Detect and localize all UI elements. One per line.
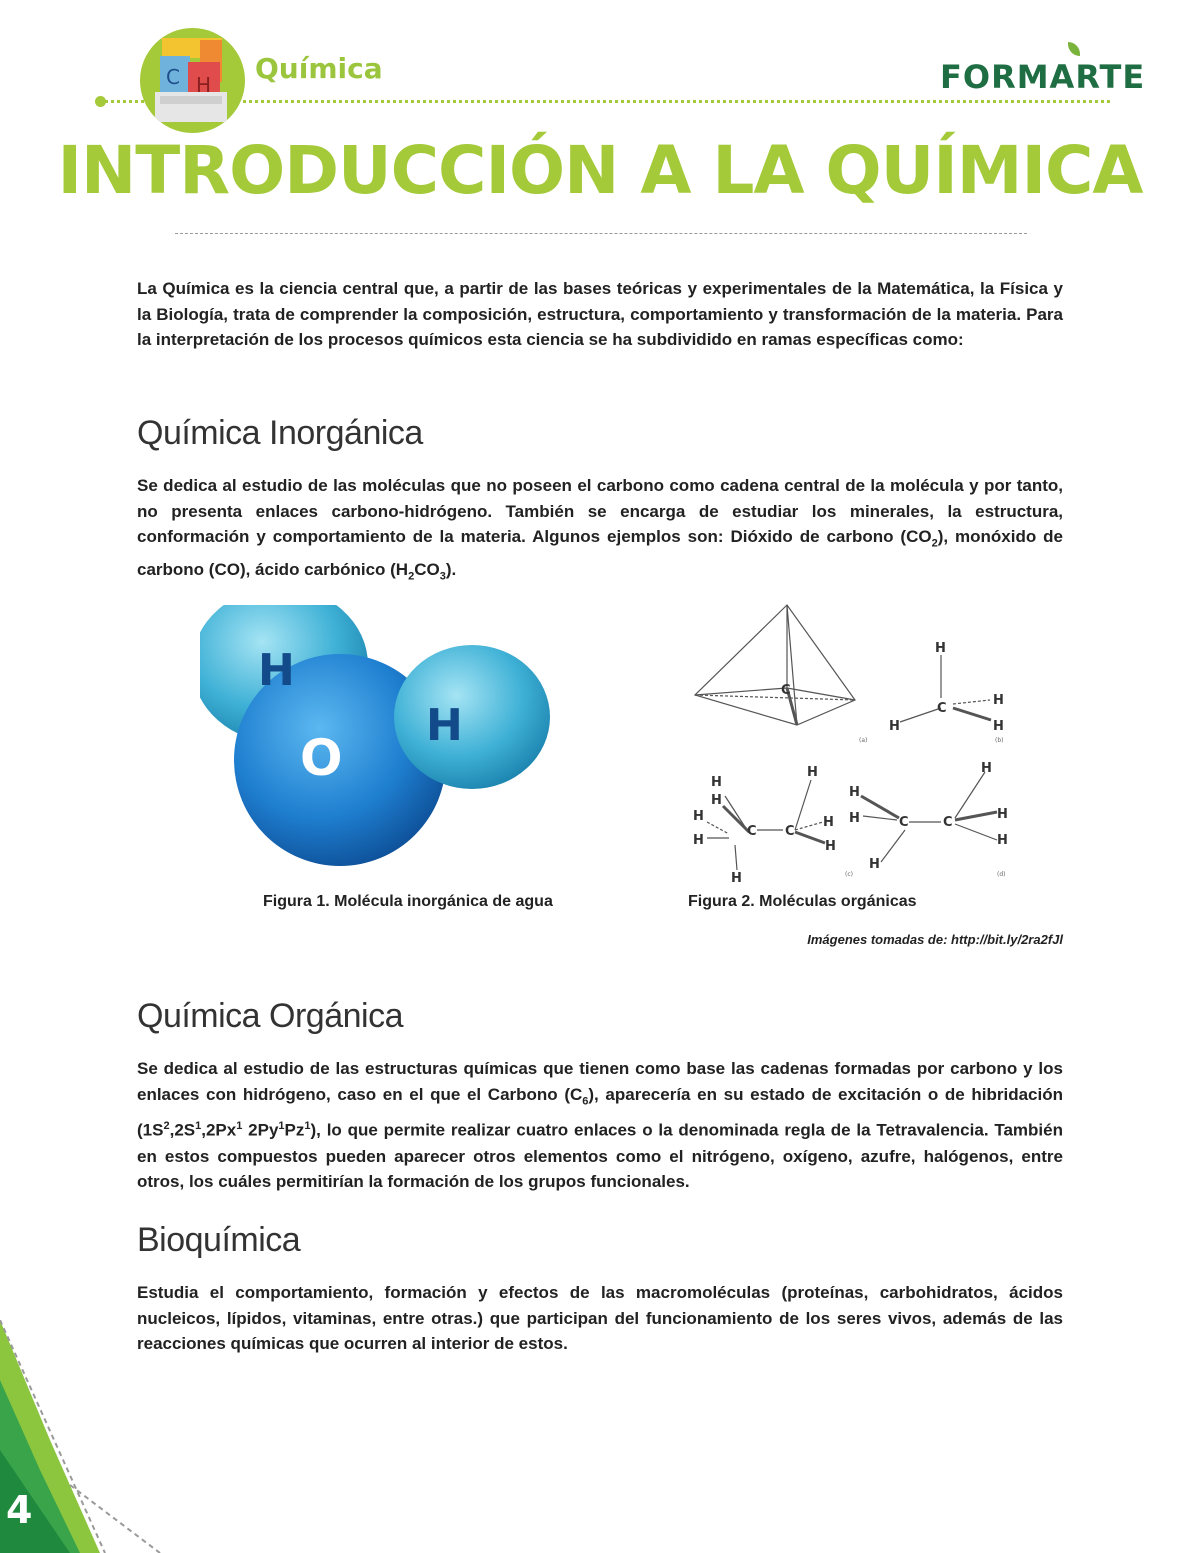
atom-h: H <box>869 857 880 872</box>
figure1-caption: Figura 1. Molécula inorgánica de agua <box>263 893 553 910</box>
atom-h: H <box>807 765 818 780</box>
atom-h: H <box>825 839 836 854</box>
atom-h: H <box>693 809 704 824</box>
atom-h: H <box>693 833 704 848</box>
header-dot <box>95 96 106 107</box>
intro-paragraph: La Química es la ciencia central que, a partir de las bases teóricas y experimentales de la Matemática, la Física y la Biología, trata de comprender la composición, estructura, comportamiento y transformación de la materia. Para la interpretación de los procesos químicos esta ciencia se ha subdividido en ramas específicas como: <box>137 279 1063 349</box>
atom-h: H <box>849 811 860 826</box>
badge-letter-c: C <box>166 65 180 89</box>
atom-h: H <box>981 761 992 776</box>
atom-h: H <box>935 641 946 656</box>
inorganic-paragraph: Se dedica al estudio de las moléculas que no poseen el carbono como cadena central de la molécula y por tanto, no presenta enlaces carbono-hidrógeno. También se encarga de estudiar los minerales, la estructura, conformación y comportamiento de la materia. Algunos ejemplos son: Dióxido de carbono $(CO_2)$, monóxido de carbono (CO), ácido carbónico $(H_2CO_3)$. <box>137 476 1063 583</box>
organic-paragraph: Se dedica al estudio de las estructuras químicas que tienen como base las cadenas formadas por carbono y los enlaces con hidrógeno, caso en el que el Carbono $(C_6)$, aparecería en su estado de excitación o de hibridación ($1S^2,2S^1,2Px^1$ 2Py$^1$Pz$^1$), lo que permite realizar cuatro enlaces o la denominada regla de la Tetravalencia. También en estos compuestos pueden aparecer otros elementos como el nitrógeno, oxígeno, azufre, halógenos, entre otros, los cuáles permitirían la formación de los grupos funcionales. <box>137 1059 1063 1192</box>
panel-label-b: (b) <box>995 737 1004 744</box>
brand-logo: FORMARTE <box>940 58 1146 96</box>
badge-letter-h: H <box>196 73 212 97</box>
atom-h: H <box>731 871 742 885</box>
subject-name: Química <box>255 52 383 85</box>
atom-h: H <box>711 793 722 808</box>
panel-label-c: (c) <box>845 871 853 878</box>
atom-c-a: C <box>781 683 791 698</box>
page-number: 4 <box>6 1488 33 1532</box>
atom-h: H <box>997 833 1008 848</box>
label-h-right: H <box>426 700 463 751</box>
section-heading-inorganic: Química Inorgánica <box>137 414 423 452</box>
header-divider <box>100 100 1110 103</box>
page-title: INTRODUCCIÓN A LA QUÍMICA <box>57 132 1143 209</box>
atom-h: H <box>711 775 722 790</box>
image-credit: Imágenes tomadas de: http://bit.ly/2ra2fJl <box>807 932 1063 947</box>
chemistry-blocks-icon <box>140 28 245 133</box>
biochem-paragraph: Estudia el comportamiento, formación y efectos de las macromoléculas (proteínas, carbohidratos, ácidos nucleicos, lípidos, vitaminas, entre otras.) que participan del funcionamiento de los seres vivos, además de las reacciones químicas que ocurren al interior de estos. <box>137 1283 1063 1353</box>
label-o: O <box>300 729 343 787</box>
water-molecule-figure <box>200 605 560 890</box>
atom-h: H <box>997 807 1008 822</box>
atom-c-c2: C <box>785 824 795 839</box>
title-divider <box>175 233 1027 234</box>
atom-h: H <box>849 785 860 800</box>
panel-label-d: (d) <box>997 871 1006 878</box>
section-heading-organic: Química Orgánica <box>137 997 403 1035</box>
organic-molecules-figure <box>685 600 1025 885</box>
atom-c-d2: C <box>943 815 953 830</box>
panel-label-a: (a) <box>859 737 868 744</box>
label-h-left: H <box>258 645 295 696</box>
leaf-icon <box>1068 42 1080 56</box>
figure2-caption: Figura 2. Moléculas orgánicas <box>688 893 917 910</box>
atom-c-d1: C <box>899 815 909 830</box>
atom-h: H <box>993 719 1004 734</box>
atom-c-b: C <box>937 701 947 716</box>
section-heading-biochem: Bioquímica <box>137 1221 301 1259</box>
atom-h: H <box>993 693 1004 708</box>
atom-h: H <box>889 719 900 734</box>
atom-h: H <box>823 815 834 830</box>
hydrogen-atom-right <box>394 645 550 789</box>
atom-c-c1: C <box>747 824 757 839</box>
subject-badge-icon <box>140 28 245 133</box>
